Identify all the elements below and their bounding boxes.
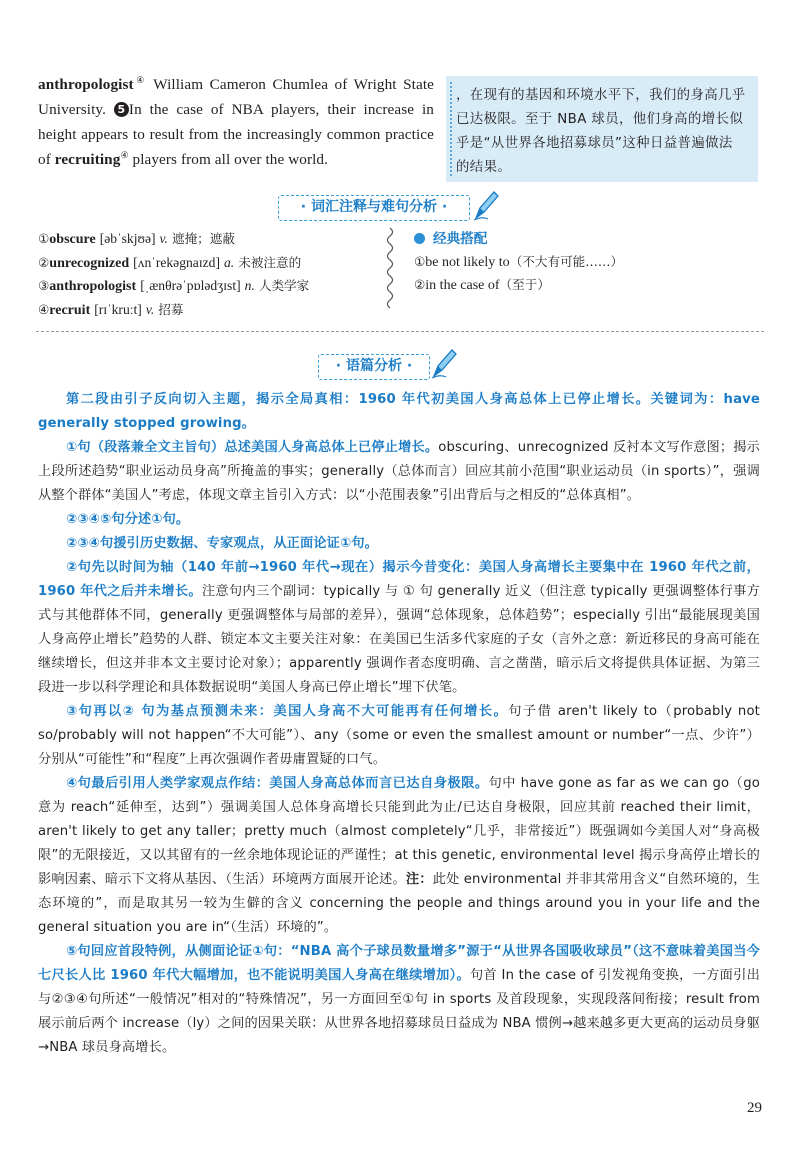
vocab-word-anthropologist: anthropologist xyxy=(38,76,134,93)
collocation-item: ①be not likely to（不大有可能……） xyxy=(414,253,624,270)
vocab-item: ④recruit [rɪˈkruːt] v. 招募 xyxy=(38,301,184,318)
analysis-paragraph: ④句最后引用人类学家观点作结：美国人身高总体而言已达自身极限。句中 have gone as far as we can go（go 意为 reach“延伸至，达到”）强调美国人总体身高增长只能到此为止/已达自身极限，回应其前 reached their limit，aren't likely to get any taller；pretty much（almost completely“几乎，非常接近”）既强调如今美国人对“身高极限”的无限接近，又以其留有的一丝余地体现论证的严谨性；at this genetic, environmental level 揭示身高停止增长的影响因素、暗示下文将从基因、（生活）环境两方面展开论述。注：此处 environmental 并非其常用含义“自然环境的，生态环境的”，而是取其另一较为生僻的含义 concerning the people and things around you in your life and the general situation you are in“（生活）环境的”。 xyxy=(38,776,760,935)
passage-text-2: In the case of NBA players, their increase in height appears to result from the increasingly common practice of xyxy=(38,101,434,168)
analysis-paragraph: ②③④句援引历史数据、专家观点，从正面论证①句。 xyxy=(66,536,379,551)
section-divider xyxy=(36,331,764,332)
collocation-item: ②in the case of（至于） xyxy=(414,277,550,293)
english-passage xyxy=(38,72,434,172)
analysis-section-title: · 语篇分析 · xyxy=(318,354,430,380)
vocab-item: ①obscure [əbˈskjʊə] v. 遮掩；遮蔽 xyxy=(38,231,235,247)
translation-box xyxy=(446,76,758,182)
analysis-paragraph: ②句先以时间为轴（140 年前→1960 年代→现在）揭示今昔变化：美国人身高增长主要集中在 1960 年代之前，1960 年代之后并未增长。注意句内三个副词：typically 与 ① 句 generally 近义（但注意 typically 更强调整体行事方式与其他群体不同，generally 更强调整体与局部的差异），强调“总体现象，总体趋势”；especially 引出“最能展现美国人身高停止增长”趋势的人群、锁定本文主要关注对象：在美国已生活多代家庭的子女（言外之意：新近移民的身高可能在继续增长，但这并非本文主要讨论对象）；apparently 强调作者态度明确、言之凿凿，暗示后文将提供具体证据、为第三段进一步以科学理论和具体数据说明“美国人身高已停止增长”埋下伏笔。 xyxy=(38,560,760,695)
collocation-box xyxy=(414,228,754,298)
vocab-section-title: · 词汇注释与难句分析 · xyxy=(278,195,470,221)
analysis-paragraph: ①句（段落兼全文主旨句）总述美国人身高总体上已停止增长。obscuring、unrecognized 反衬本文写作意图；揭示上段所述趋势“职业运动员身高”所掩盖的事实；generally（总体而言）回应其前小范围“职业运动员（in sports）”，强调从整个群体“美国人”考虑，体现文章主旨引入方式：以“小范围表象”引出背后与之相反的“总体真相”。 xyxy=(38,440,760,503)
analysis-paragraph: ③句再以② 句为基点预测未来：美国人身高不大可能再有任何增长。句子借 aren't likely to（probably not so/probably will not happen“不大可能”）、any（some or even the smallest amount or number“一点、少许”）分别从“可能性”和“程度”上再次强调作者毋庸置疑的口气。 xyxy=(38,704,760,767)
passage-text-3: players from all over the world. xyxy=(128,151,329,168)
vocab-list xyxy=(38,228,398,322)
collocation-title: 经典搭配 xyxy=(414,228,754,251)
squiggle-divider xyxy=(384,226,396,310)
analysis-paragraph: 第二段由引子反向切入主题，揭示全局真相：1960 年代初美国人身高总体上已停止增长。关键词为：have generally stopped growing。 xyxy=(38,392,760,431)
pen-icon xyxy=(472,188,500,222)
analysis-paragraph: ⑤句回应首段特例，从侧面论证①句：“NBA 高个子球员数量增多”源于“从世界各国吸收球员”（这不意味着美国当今七尺长人比 1960 年代大幅增加，也不能说明美国人身高在继续增加）。句首 In the case of 引发视角变换，一方面引出与②③④句所述“一般情况”相对的“特殊情况”，另一方面回至①句 in sports 及首段现象，实现段落间衔接；result from 展示前后两个 increase（ly）之间的因果关联：从世界各地招募球员日益成为 NBA 惯例→越来越多更大更高的运动员身躯→NBA 球员身高增长。 xyxy=(38,944,760,1055)
vocab-item: ②unrecognized [ʌnˈrekəgnaɪzd] a. 未被注意的 xyxy=(38,254,302,271)
translation-text: ，在现有的基因和环境水平下，我们的身高几乎已达极限。至于 NBA 球员，他们身高的增长似乎是“从世界各地招募球员”这种日益普遍做法的结果。 xyxy=(456,88,746,175)
page-number: 29 xyxy=(747,1100,762,1116)
pen-icon xyxy=(430,346,458,380)
analysis-paragraph: ②③④⑤句分述①句。 xyxy=(66,512,190,527)
vocab-word-recruiting: recruiting xyxy=(54,151,121,168)
sentence-number-5: 5 xyxy=(114,102,129,117)
footnote-marker: ④ xyxy=(133,74,148,85)
vocab-item: ③anthropologist [ˌænθrəˈpɒlədʒɪst] n. 人类学家 xyxy=(38,278,310,294)
passage-text-1: William Cameron Chumlea of Wright State University. xyxy=(38,76,434,118)
footnote-marker: ④ xyxy=(120,149,129,160)
bullet-dot-icon xyxy=(414,233,425,244)
discourse-analysis xyxy=(38,388,760,1060)
